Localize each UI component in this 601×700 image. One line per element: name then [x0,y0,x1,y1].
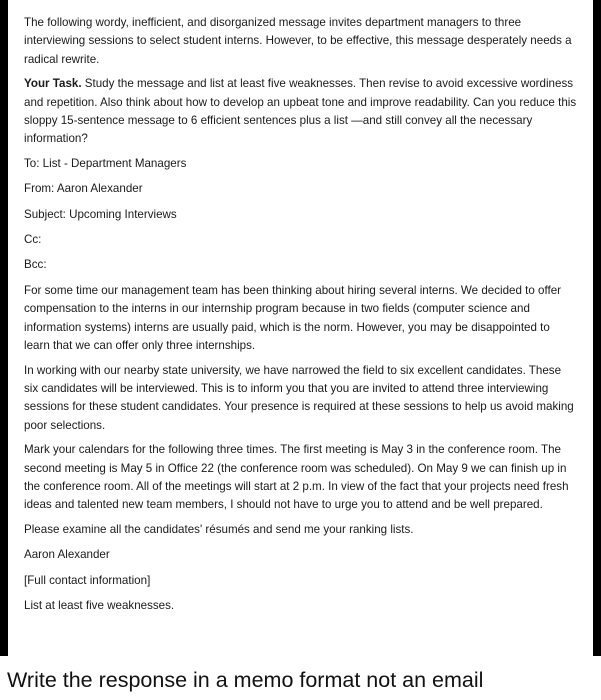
memo-bcc-line: Bcc: [24,258,47,272]
memo-cc-line: Cc: [24,233,42,247]
body-paragraph-2: In working with our nearby state university, we have narrowed the field to six excellent candidates. These six candidates will be interviewed. This is to inform you that you are invited to attend three interviewing sessions for these student candidates. Your presence is required at these sessions to help us avoid making poor selections. [24,363,574,432]
memo-from-line: From: Aaron Alexander [24,182,143,196]
footer-instruction: Write the response in a memo format not an email [0,656,601,700]
task-label: Your Task. [24,77,82,91]
assignment-document [8,0,593,656]
body-paragraph-3: Mark your calendars for the following three times. The first meeting is May 3 in the conference room. The second meeting is May 5 in Office 22 (the conference room was scheduled). On May 9 we can finish up in the conference room. All of the meetings will start at 2 p.m. In view of the fact that your projects need fresh ideas and talented new team members, I should not have to urge you to attend and be well prepared. [24,443,569,512]
task-text: Study the message and list at least five weaknesses. Then revise to avoid excessive wordiness and repetition. Also think about how to develop an upbeat tone and improve readability. Can you reduce this sloppy 15-sentence message to 6 efficient sentences plus a list —and still convey all the necessary information? [24,77,577,146]
signature-name: Aaron Alexander [24,548,110,562]
task-paragraph [24,75,577,149]
intro-paragraph: The following wordy, inefficient, and disorganized message invites department managers to three interviewing sessions to select student interns. However, to be effective, this message desperately needs a radical rewrite. [24,16,572,66]
memo-to-line: To: List - Department Managers [24,156,187,170]
closing-instruction: List at least five weaknesses. [24,598,175,612]
body-paragraph-1: For some time our management team has been thinking about hiring several interns. We decided to offer compensation to the interns in our internship program because in two fields (computer science and information systems) interns are usually paid, which is the norm. However, you may be disappointed to learn that we can offer only three internships. [24,283,562,353]
contact-information: [Full contact information] [24,573,151,587]
memo-subject-line: Subject: Upcoming Interviews [24,207,177,221]
body-paragraph-4: Please examine all the candidates' résumés and send me your ranking lists. [24,522,414,536]
